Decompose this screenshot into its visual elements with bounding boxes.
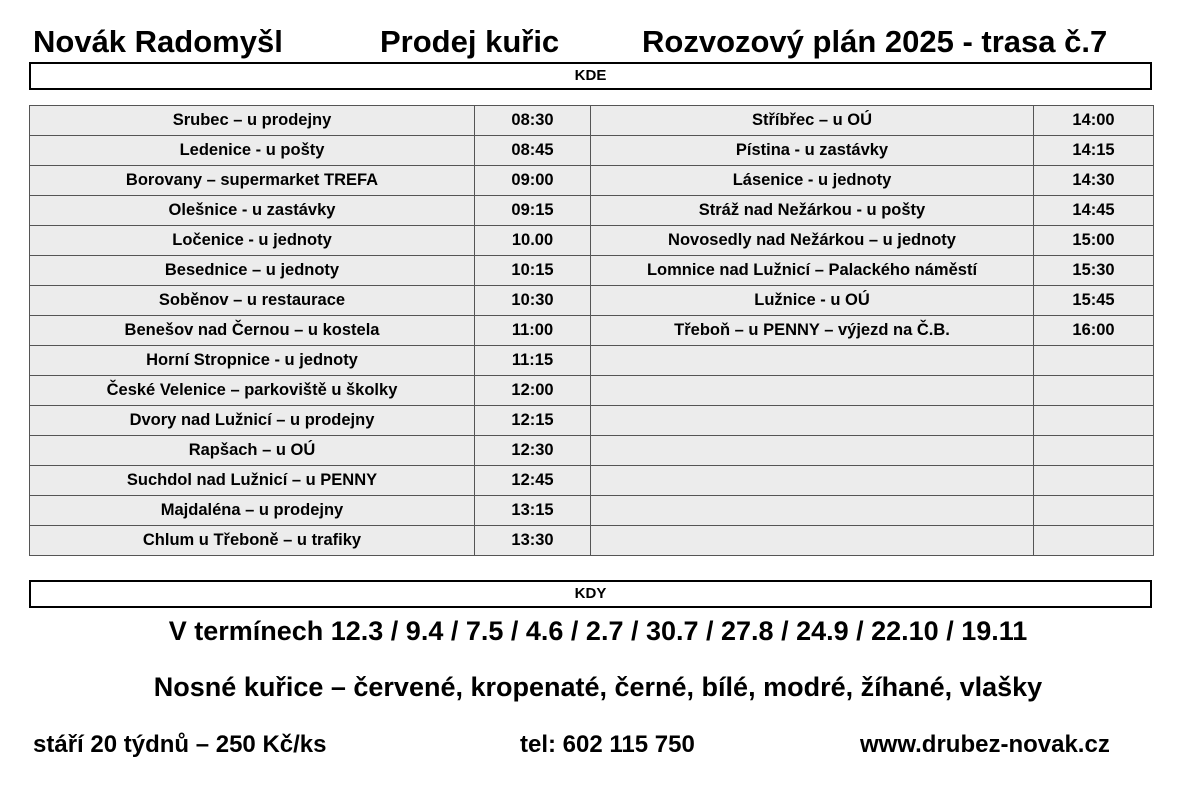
left-stop-place: Majdaléna – u prodejny — [30, 496, 475, 526]
table-row — [30, 346, 1154, 376]
website: www.drubez-novak.cz — [860, 731, 1110, 758]
left-stop-time: 12:00 — [475, 376, 591, 406]
right-stop-time — [1034, 406, 1154, 436]
table-row — [30, 526, 1154, 556]
right-stop-place — [591, 346, 1034, 376]
right-stop-time — [1034, 526, 1154, 556]
right-stop-place — [591, 526, 1034, 556]
left-stop-time: 11:15 — [475, 346, 591, 376]
left-stop-place: Soběnov – u restaurace — [30, 286, 475, 316]
right-stop-time: 16:00 — [1034, 316, 1154, 346]
left-stop-time: 10:30 — [475, 286, 591, 316]
table-row — [30, 106, 1154, 136]
right-stop-place: Lásenice - u jednoty — [591, 166, 1034, 196]
left-stop-time: 10:15 — [475, 256, 591, 286]
left-stop-time: 10.00 — [475, 226, 591, 256]
right-stop-place — [591, 436, 1034, 466]
age-price: stáří 20 týdnů – 250 Kč/ks — [33, 731, 327, 758]
left-stop-time: 12:15 — [475, 406, 591, 436]
right-stop-time — [1034, 346, 1154, 376]
right-stop-time: 14:00 — [1034, 106, 1154, 136]
plan-title: Rozvozový plán 2025 - trasa č.7 — [642, 24, 1108, 59]
company-name: Novák Radomyšl — [33, 24, 283, 59]
product-title: Prodej kuřic — [380, 24, 560, 59]
table-row — [30, 316, 1154, 346]
left-stop-time: 09:00 — [475, 166, 591, 196]
right-stop-place — [591, 496, 1034, 526]
left-stop-place: Horní Stropnice - u jednoty — [30, 346, 475, 376]
table-row — [30, 256, 1154, 286]
left-stop-place: České Velenice – parkoviště u školky — [30, 376, 475, 406]
right-stop-time: 14:30 — [1034, 166, 1154, 196]
left-stop-place: Benešov nad Černou – u kostela — [30, 316, 475, 346]
left-stop-time: 08:45 — [475, 136, 591, 166]
table-row — [30, 196, 1154, 226]
schedule-table — [29, 105, 1154, 556]
table-row — [30, 496, 1154, 526]
right-stop-place — [591, 466, 1034, 496]
left-stop-time: 13:15 — [475, 496, 591, 526]
left-stop-time: 09:15 — [475, 196, 591, 226]
right-stop-place: Lužnice - u OÚ — [591, 286, 1034, 316]
left-stop-place: Chlum u Třeboně – u trafiky — [30, 526, 475, 556]
right-stop-place — [591, 406, 1034, 436]
table-row — [30, 466, 1154, 496]
dates-line: V termínech 12.3 / 9.4 / 7.5 / 4.6 / 2.7 / 30.7 / 27.8 / 24.9 / 22.10 / 19.11 — [168, 616, 1028, 646]
left-stop-time: 12:45 — [475, 466, 591, 496]
when-header: KDY — [29, 580, 1152, 608]
right-stop-time — [1034, 466, 1154, 496]
right-stop-place: Lomnice nad Lužnicí – Palackého náměstí — [591, 256, 1034, 286]
right-stop-time: 15:00 — [1034, 226, 1154, 256]
phone-number: tel: 602 115 750 — [520, 731, 695, 758]
where-header: KDE — [29, 62, 1152, 90]
right-stop-time: 15:30 — [1034, 256, 1154, 286]
left-stop-time: 12:30 — [475, 436, 591, 466]
table-row — [30, 136, 1154, 166]
right-stop-place: Třeboň – u PENNY – výjezd na Č.B. — [591, 316, 1034, 346]
left-stop-place: Ločenice - u jednoty — [30, 226, 475, 256]
right-stop-place: Novosedly nad Nežárkou – u jednoty — [591, 226, 1034, 256]
right-stop-time — [1034, 496, 1154, 526]
table-row — [30, 286, 1154, 316]
left-stop-place: Ledenice - u pošty — [30, 136, 475, 166]
left-stop-place: Suchdol nad Lužnicí – u PENNY — [30, 466, 475, 496]
right-stop-time: 14:15 — [1034, 136, 1154, 166]
left-stop-place: Borovany – supermarket TREFA — [30, 166, 475, 196]
table-row — [30, 376, 1154, 406]
left-stop-place: Olešnice - u zastávky — [30, 196, 475, 226]
right-stop-time — [1034, 436, 1154, 466]
table-row — [30, 226, 1154, 256]
right-stop-time: 14:45 — [1034, 196, 1154, 226]
right-stop-place: Stráž nad Nežárkou - u pošty — [591, 196, 1034, 226]
left-stop-place: Rapšach – u OÚ — [30, 436, 475, 466]
table-row — [30, 166, 1154, 196]
table-row — [30, 406, 1154, 436]
left-stop-place: Dvory nad Lužnicí – u prodejny — [30, 406, 475, 436]
left-stop-time: 08:30 — [475, 106, 591, 136]
right-stop-place: Stříbřec – u OÚ — [591, 106, 1034, 136]
left-stop-place: Besednice – u jednoty — [30, 256, 475, 286]
table-row — [30, 436, 1154, 466]
right-stop-place: Pístina - u zastávky — [591, 136, 1034, 166]
right-stop-time — [1034, 376, 1154, 406]
left-stop-time: 11:00 — [475, 316, 591, 346]
right-stop-time: 15:45 — [1034, 286, 1154, 316]
left-stop-time: 13:30 — [475, 526, 591, 556]
breeds-line: Nosné kuřice – červené, kropenaté, černé, bílé, modré, žíhané, vlašky — [153, 672, 1043, 702]
left-stop-place: Srubec – u prodejny — [30, 106, 475, 136]
title-row — [0, 24, 1196, 60]
right-stop-place — [591, 376, 1034, 406]
